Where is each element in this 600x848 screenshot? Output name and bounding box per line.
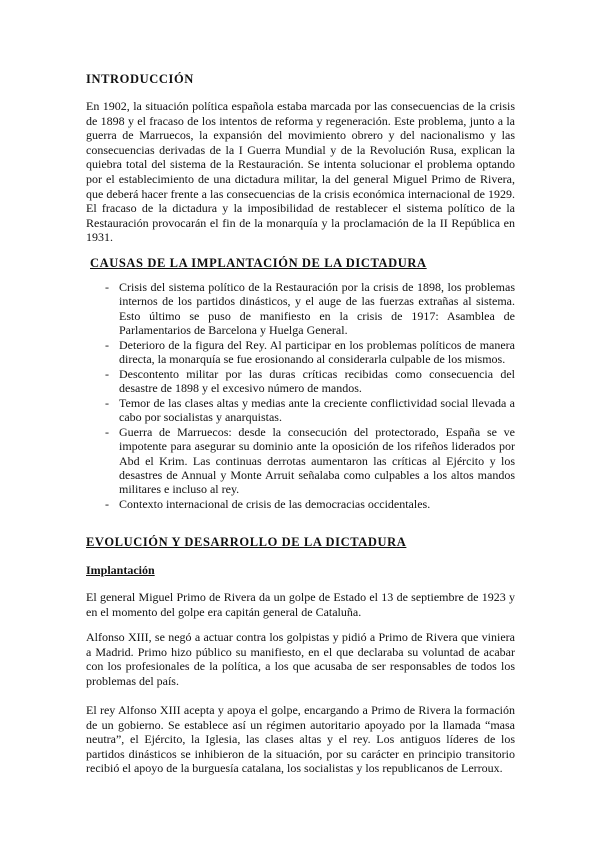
list-item-text: Descontento militar por las duras críticas recibidas como consecuencia del desastre de 1898 y el excesivo número de mandos. [119, 366, 515, 396]
list-item [86, 338, 515, 367]
implantation-paragraph: El general Miguel Primo de Rivera da un golpe de Estado el 13 de septiembre de 1923 y en el momento del golpe era capitán general de Cataluña. [86, 590, 515, 619]
bullet-dash: - [105, 280, 109, 294]
implantation-paragraph: El rey Alfonso XIII acepta y apoya el golpe, encargando a Primo de Rivera la formación de un gobierno. Se establece así un régimen autoritario apoyado por la llamada “masa neutra”, el Ejército, la Iglesia, las clases altas y el rey. Los antiguos líderes de los partidos dinásticos se inhibieron de la situación, por su carácter en principio transitorio recibió el apoyo de la burguesía catalana, los socialistas y los republicanos de Lerroux. [86, 703, 515, 776]
heading-introduction: INTRODUCCIÓN [86, 72, 194, 86]
bullet-dash: - [105, 366, 109, 381]
bullet-dash: - [105, 424, 109, 439]
list-item-text: Guerra de Marruecos: desde la consecución del protectorado, España se ve impotente para asegurar su dominio ante la oposición de los rifeños liderados por Abd el Krim. Las continuas derrotas aumentaron las críticas al Ejército y los desastres de Annual y Monte Arruit señalaba como culpables a los altos mandos militares e incluso al rey. [119, 424, 515, 497]
list-item [86, 396, 515, 425]
list-item [86, 367, 515, 396]
list-item [86, 497, 515, 511]
heading-evolution: EVOLUCIÓN Y DESARROLLO DE LA DICTADURA [86, 535, 407, 549]
heading-causes: CAUSAS DE LA IMPLANTACIÓN DE LA DICTADURA [90, 256, 427, 270]
bullet-dash: - [105, 337, 109, 352]
bullet-dash: - [105, 395, 109, 410]
list-item-text: Contexto internacional de crisis de las democracias occidentales. [119, 496, 431, 511]
causes-list [86, 280, 515, 512]
list-item-text: Crisis del sistema político de la Restauración por la crisis de 1898, los problemas internos de los partidos dinásticos, y el auge de las fuerzas extrañas al sistema. Esto último se puso de manifiesto en la crisis de 1917: Asamblea de Parlamentarios de Barcelona y Huelga General. [119, 280, 515, 337]
intro-paragraph: En 1902, la situación política española estaba marcada por las consecuencias de la crisis de 1898 y el fracaso de los intentos de reforma y regeneración. Este problema, junto a la guerra de Marruecos, la expansión del movimiento obrero y del nacionalismo y las consecuencias derivadas de la I Guerra Mundial y de la Revolución Rusa, explican la quiebra total del sistema de la Restauración. Se intenta solucionar el problema optando por el establecimiento de una dictadura militar, la del general Miguel Primo de Rivera, que deberá hacer frente a las consecuencias de la crisis económica internacional de 1929. El fracaso de la dictadura y la imposibilidad de restablecer el sistema político de la Restauración provocarán el fin de la monarquía y la proclamación de la II República en 1931. [86, 99, 515, 245]
list-item [86, 425, 515, 496]
list-item [86, 280, 515, 337]
subheading-implantation: Implantación [86, 563, 155, 577]
bullet-dash: - [105, 496, 109, 511]
list-item-text: Temor de las clases altas y medias ante la creciente conflictividad social llevada a cabo por socialistas y anarquistas. [119, 395, 515, 425]
list-item-text: Deterioro de la figura del Rey. Al participar en los problemas políticos de manera directa, la monarquía se fue erosionando al considerarla culpable de los mismos. [119, 337, 515, 366]
implantation-paragraph: Alfonso XIII, se negó a actuar contra los golpistas y pidió a Primo de Rivera que viniera a Madrid. Primo hizo público su manifiesto, en el que declaraba su voluntad de acabar con los profesionales de la política, a los que acusaba de ser responsables de todos los problemas del país. [86, 630, 515, 688]
